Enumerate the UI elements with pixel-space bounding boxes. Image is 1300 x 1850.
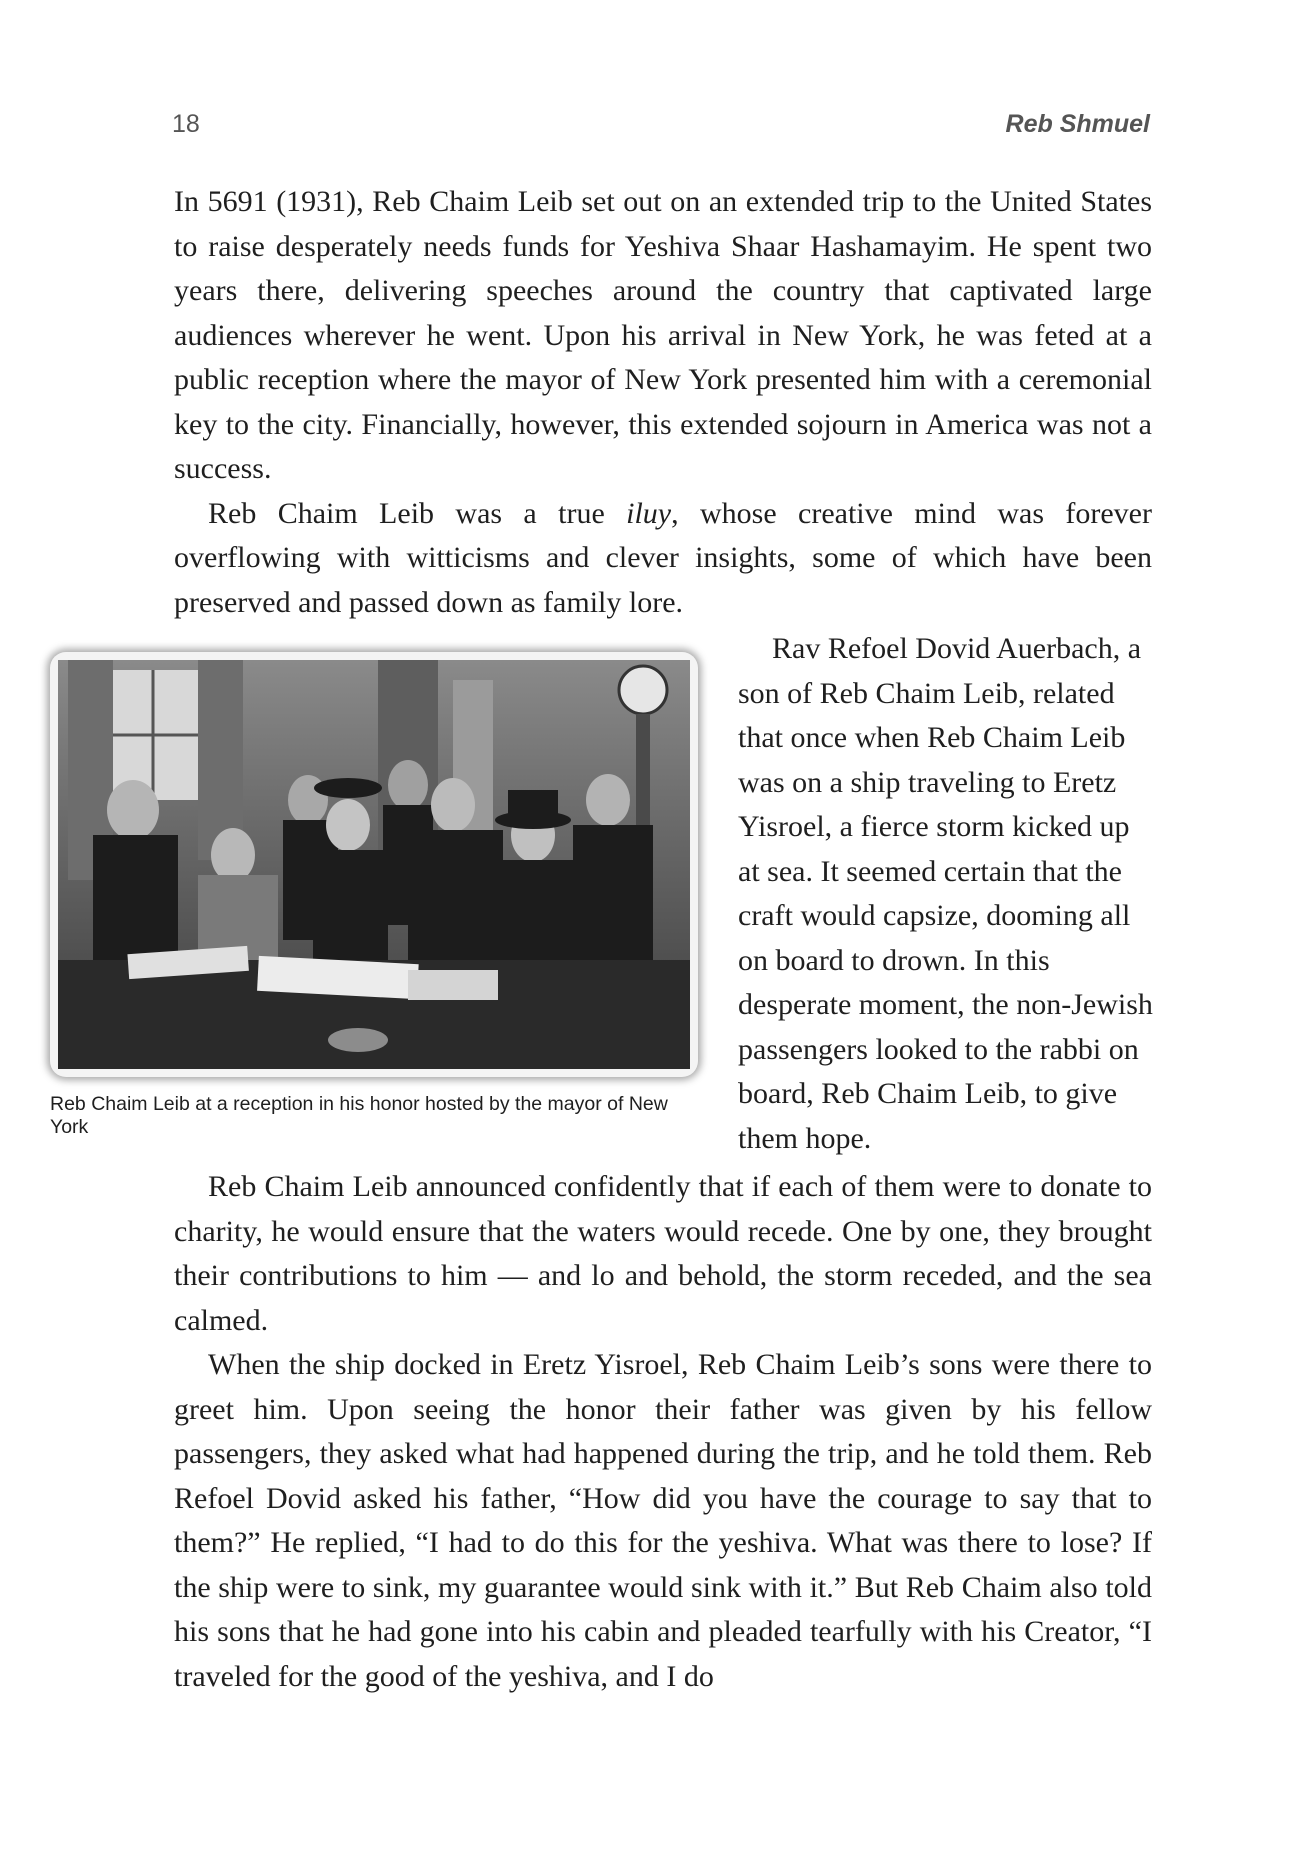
- paragraph-2-start: Reb Chaim Leib was a true: [208, 496, 627, 530]
- paragraph-2: [174, 492, 1152, 626]
- body-text-bottom: [174, 1165, 1152, 1699]
- paragraph-1: In 5691 (1931), Reb Chaim Leib set out on an extended trip to the United States to raise desperately needs funds for Yeshiva Shaar Hashamayim. He spent two years there, delivering speeches around the country that captivated large audiences wherever he went. Upon his arrival in New York, he was feted at a public reception where the mayor of New York presented him with a ceremonial key to the city. Financially, however, this extended sojourn in America was not a success.: [174, 185, 1152, 485]
- paragraph-5: When the ship docked in Eretz Yisroel, Reb Chaim Leib’s sons were there to greet him. Upon seeing the honor their father was given by his fellow passengers, they asked what had happened during the trip, and he told them. Reb Refoel Dovid asked his father, “How did you have the courage to say that to them?” He replied, “I had to do this for the yeshiva. What was there to lose? If the ship were to sink, my guarantee would sink with it.” But Reb Chaim also told his sons that he had gone into his cabin and pleaded tearfully with his Creator, “I traveled for the good of the yeshiva, and I do: [174, 1348, 1152, 1693]
- historical-photo: [50, 652, 698, 1077]
- running-head: [172, 110, 1150, 146]
- photo-caption: Reb Chaim Leib at a reception in his honor hosted by the mayor of New York: [50, 1093, 668, 1138]
- paragraph-2-end: , whose creative mind was forever overflowing with witticisms and clever insights, some of which have been preserved and passed down as family lore.: [174, 496, 1152, 619]
- page-number: 18: [172, 110, 200, 138]
- paragraph-4: Reb Chaim Leib announced confidently that if each of them were to donate to charity, he would ensure that the waters would recede. One by one, they brought their contributions to him — and lo and behold, the storm receded, and the sea calmed.: [174, 1170, 1152, 1337]
- reception-photo-image: [58, 660, 690, 1069]
- paragraph-2-italic-term: iluy: [626, 496, 672, 530]
- running-title: Reb Shmuel: [1005, 110, 1150, 138]
- paragraph-3: Rav Refoel Dovid Auerbach, a son of Reb Chaim Leib, related that once when Reb Chaim Leib was on a ship traveling to Eretz Yisroel, a fierce storm kicked up at sea. It seemed certain that the craft would capsize, dooming all on board to drown. In this desperate moment, the non-Jewish passengers looked to the rabbi on board, Reb Chaim Leib, to give them hope.: [738, 632, 1153, 1155]
- body-text-top: [174, 180, 1152, 625]
